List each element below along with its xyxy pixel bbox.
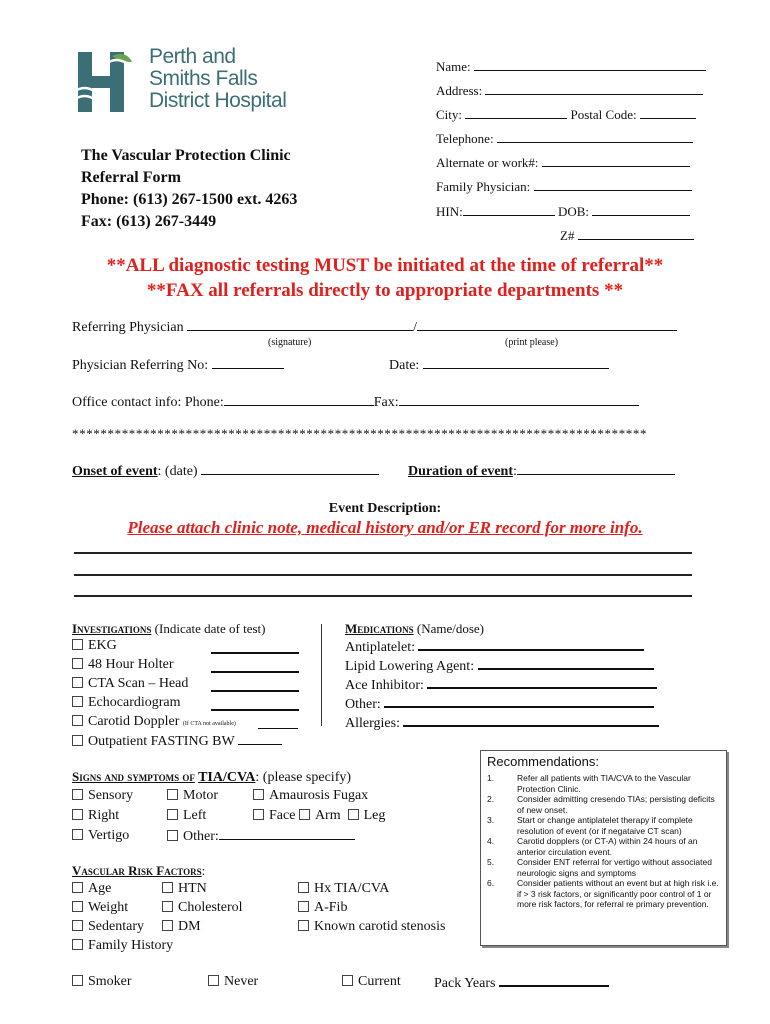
date-field[interactable]: [423, 356, 609, 369]
date-row: [389, 356, 609, 375]
hospital-h-icon: [72, 48, 136, 116]
clinic-title: The Vascular Protection Clinic: [81, 147, 291, 164]
recommendation-item: [481, 773, 720, 794]
right-label: Right: [88, 808, 120, 823]
duration-suffix: :: [513, 464, 517, 479]
recommendation-number: 1.: [487, 773, 495, 783]
antiplatelet-label: Antiplatelet:: [345, 640, 415, 655]
signature-hint: (signature): [268, 337, 312, 348]
cta-scan-checkbox[interactable]: [72, 677, 83, 688]
weight-checkbox[interactable]: [72, 901, 83, 912]
medications-heading: [345, 620, 484, 637]
sensory-label: Sensory: [88, 788, 134, 803]
carotid-doppler-note: (If CTA not available): [182, 721, 236, 727]
attach-note: Please attach clinic note, medical history and/or ER record for more info.: [127, 518, 643, 537]
other-medication-field[interactable]: [384, 694, 654, 708]
never-checkbox[interactable]: [208, 975, 219, 986]
htn-label: HTN: [178, 881, 207, 896]
office-phone-field[interactable]: [224, 393, 374, 406]
medications-title: Medications: [345, 621, 414, 636]
afib-label: A-Fib: [314, 900, 348, 915]
hin-label: HIN:: [436, 204, 463, 219]
motor-checkbox[interactable]: [167, 789, 178, 800]
vertigo-label: Vertigo: [88, 828, 130, 843]
family-physician-label: Family Physician:: [436, 179, 531, 194]
risk-suffix: :: [201, 863, 206, 878]
hx-tia-label: Hx TIA/CVA: [314, 881, 390, 896]
lipid-lowering-label: Lipid Lowering Agent:: [345, 659, 475, 674]
echocardiogram-checkbox[interactable]: [72, 696, 83, 707]
sedentary-checkbox[interactable]: [72, 920, 83, 931]
name-label: Name:: [436, 59, 471, 74]
clinic-subtitle: Referral Form: [81, 169, 181, 186]
alternate-phone-label: Alternate or work#:: [436, 155, 539, 170]
carotid-stenosis-label: Known carotid stenosis: [314, 919, 446, 934]
allergies-field[interactable]: [403, 713, 659, 727]
ace-inhibitor-label: Ace Inhibitor:: [345, 678, 424, 693]
telephone-label: Telephone:: [436, 131, 494, 146]
recommendation-number: 5.: [487, 857, 495, 867]
warning-fax: **FAX all referrals directly to appropriate departments **: [146, 280, 624, 301]
ekg-date-field[interactable]: [211, 640, 299, 654]
family-physician-field[interactable]: [534, 178, 692, 191]
column-divider: [321, 624, 322, 726]
fasting-bw-label: Outpatient FASTING BW: [88, 734, 235, 749]
other-symptom-checkbox[interactable]: [167, 830, 178, 841]
duration-row: [408, 462, 675, 481]
city-field[interactable]: [465, 106, 567, 119]
cholesterol-label: Cholesterol: [178, 900, 243, 915]
investigations-heading: [72, 620, 265, 637]
htn-checkbox[interactable]: [162, 882, 173, 893]
arm-label: Arm: [314, 808, 341, 823]
afib-checkbox[interactable]: [298, 901, 309, 912]
recommendation-item: [481, 815, 720, 836]
physician-print-field[interactable]: [417, 318, 677, 331]
clinic-phone: Phone: (613) 267-1500 ext. 4263: [81, 191, 298, 208]
smoking-row: [72, 973, 672, 993]
other-symptom-label: Other:: [183, 829, 219, 844]
risk-options: [72, 880, 472, 960]
smoker-label: Smoker: [88, 974, 132, 989]
recommendation-text: Consider admitting cresendo TIAs; persisting deficits of new onset.: [517, 794, 715, 815]
signs-title: Signs and symptoms of: [72, 769, 195, 784]
recommendation-item: [481, 857, 720, 878]
physician-number-row: [72, 356, 284, 375]
sensory-checkbox[interactable]: [72, 789, 83, 800]
fasting-bw-checkbox[interactable]: [72, 735, 83, 746]
leg-checkbox[interactable]: [348, 809, 359, 820]
amaurosis-checkbox[interactable]: [253, 789, 264, 800]
referring-physician-label: Referring Physician: [72, 320, 184, 335]
clinic-fax: Fax: (613) 267-3449: [81, 213, 217, 230]
risk-title: Vascular Risk Factors: [72, 863, 202, 878]
onset-date-field[interactable]: [201, 462, 379, 475]
echocardiogram-label: Echocardiogram: [88, 695, 181, 710]
cta-scan-label: CTA Scan – Head: [88, 676, 189, 691]
print-hint: (print please): [505, 337, 559, 348]
left-label: Left: [183, 808, 207, 823]
hx-tia-checkbox[interactable]: [298, 882, 309, 893]
recommendation-text: Consider ENT referral for vertigo without associated neurologic signs and symptoms: [517, 857, 712, 878]
recommendation-number: 6.: [487, 878, 495, 888]
recommendation-text: Refer all patients with TIA/CVA to the Vascular Protection Clinic.: [517, 773, 691, 794]
current-label: Current: [358, 974, 401, 989]
office-fax-field[interactable]: [399, 393, 639, 406]
fasting-bw-date-field[interactable]: [238, 732, 282, 745]
dm-label: DM: [178, 919, 201, 934]
onset-suffix: : (date): [157, 464, 198, 479]
dm-checkbox[interactable]: [162, 920, 173, 931]
carotid-doppler-checkbox[interactable]: [72, 715, 83, 726]
ekg-checkbox[interactable]: [72, 639, 83, 650]
lipid-lowering-field[interactable]: [478, 656, 654, 670]
recommendation-item: [481, 794, 720, 815]
z-number-label: Z#: [560, 228, 575, 243]
physician-number-field[interactable]: [212, 356, 284, 369]
pack-years-field[interactable]: [499, 973, 609, 987]
cholesterol-checkbox[interactable]: [162, 901, 173, 912]
carotid-doppler-label: Carotid Doppler: [88, 714, 180, 729]
hospital-logo: [72, 46, 302, 120]
duration-label: Duration of event: [408, 464, 513, 479]
name-field[interactable]: [474, 58, 706, 71]
right-checkbox[interactable]: [72, 809, 83, 820]
duration-field[interactable]: [517, 462, 675, 475]
alternate-phone-field[interactable]: [542, 154, 690, 167]
recommendation-text: Start or change antiplatelet therapy if complete resolution of event (or if negataive CT scan): [517, 815, 693, 836]
age-checkbox[interactable]: [72, 882, 83, 893]
recommendations-box: [480, 750, 727, 946]
age-label: Age: [88, 881, 112, 896]
never-label: Never: [224, 974, 259, 989]
risk-heading: [72, 862, 205, 879]
separator-stars: *********************************************************************************: [72, 426, 648, 441]
date-label: Date:: [389, 358, 420, 373]
office-phone-label: Office contact info: Phone:: [72, 395, 224, 410]
antiplatelet-field[interactable]: [418, 637, 644, 651]
signs-heading: [72, 768, 351, 786]
onset-row: [72, 462, 379, 481]
city-label: City:: [436, 107, 463, 122]
logo-line-1: Perth and: [149, 45, 236, 68]
family-history-label: Family History: [88, 938, 174, 953]
allergies-label: Allergies:: [345, 716, 400, 731]
vertigo-checkbox[interactable]: [72, 829, 83, 840]
carotid-doppler-date-field[interactable]: [258, 716, 298, 729]
other-medication-label: Other:: [345, 697, 381, 712]
amaurosis-label: Amaurosis Fugax: [269, 788, 369, 803]
investigations-note: (Indicate date of test): [154, 621, 266, 636]
echocardiogram-date-field[interactable]: [211, 697, 299, 711]
pack-years-label: Pack Years: [434, 976, 496, 991]
recommendations-title: Recommendations:: [487, 754, 599, 769]
event-description-line-1[interactable]: [74, 552, 692, 554]
signs-tia-cva: TIA/CVA: [198, 770, 256, 785]
event-description-line-2[interactable]: [74, 574, 692, 576]
motor-label: Motor: [183, 788, 218, 803]
recommendation-text: Consider patients without an event but at high risk i.e. if > 3 risk factors, or significantly poor control of 1 or more risk factors, for referral re primary prevention.: [517, 878, 719, 909]
recommendation-item: [481, 878, 720, 910]
holter-checkbox[interactable]: [72, 658, 83, 669]
recommendation-number: 4.: [487, 836, 495, 846]
signs-note: : (please specify): [255, 770, 352, 785]
medications-note: (Name/dose): [416, 621, 485, 636]
face-checkbox[interactable]: [253, 809, 264, 820]
hin-field[interactable]: [463, 203, 555, 216]
warning-testing: **ALL diagnostic testing MUST be initiated at the time of referral**: [106, 255, 664, 276]
left-checkbox[interactable]: [167, 809, 178, 820]
arm-checkbox[interactable]: [299, 809, 310, 820]
logo-line-3: District Hospital: [149, 89, 287, 112]
postal-code-field[interactable]: [640, 106, 696, 119]
recommendation-item: [481, 836, 720, 857]
current-checkbox[interactable]: [342, 975, 353, 986]
cta-scan-date-field[interactable]: [211, 678, 299, 692]
leg-label: Leg: [363, 808, 386, 823]
office-fax-label: Fax:: [373, 395, 399, 410]
family-history-checkbox[interactable]: [72, 939, 83, 950]
physician-signature-field[interactable]: [187, 318, 413, 331]
recommendation-number: 2.: [487, 794, 495, 804]
office-contact-row: [72, 393, 639, 412]
holter-label: 48 Hour Holter: [88, 657, 174, 672]
face-label: Face: [269, 808, 296, 823]
sedentary-label: Sedentary: [88, 919, 144, 934]
carotid-stenosis-checkbox[interactable]: [298, 920, 309, 931]
other-symptom-field[interactable]: [219, 827, 355, 840]
investigations-title: Investigations: [72, 621, 152, 636]
ekg-label: EKG: [88, 638, 117, 653]
weight-label: Weight: [88, 900, 129, 915]
address-field[interactable]: [485, 82, 703, 95]
event-description-label: Event Description:: [328, 501, 442, 516]
onset-label: Onset of event: [72, 464, 158, 479]
physician-number-label: Physician Referring No:: [72, 358, 209, 373]
referring-physician-row: [72, 318, 677, 337]
slash-separator: /: [413, 320, 417, 335]
event-description-line-3[interactable]: [74, 595, 692, 597]
smoker-checkbox[interactable]: [72, 975, 83, 986]
logo-line-2: Smiths Falls: [149, 67, 258, 90]
recommendation-number: 3.: [487, 815, 495, 825]
ace-inhibitor-field[interactable]: [427, 675, 657, 689]
address-label: Address:: [436, 83, 483, 98]
holter-date-field[interactable]: [211, 659, 299, 673]
dob-field[interactable]: [592, 203, 690, 216]
postal-code-label: Postal Code:: [570, 107, 637, 122]
z-number-field[interactable]: [578, 227, 694, 240]
clinic-header: [81, 145, 297, 233]
recommendation-text: Carotid dopplers (or CT-A) within 24 hours of an anterior circulation event.: [517, 836, 698, 857]
telephone-field[interactable]: [497, 130, 693, 143]
signs-options: [72, 787, 472, 847]
dob-label: DOB:: [557, 204, 590, 219]
